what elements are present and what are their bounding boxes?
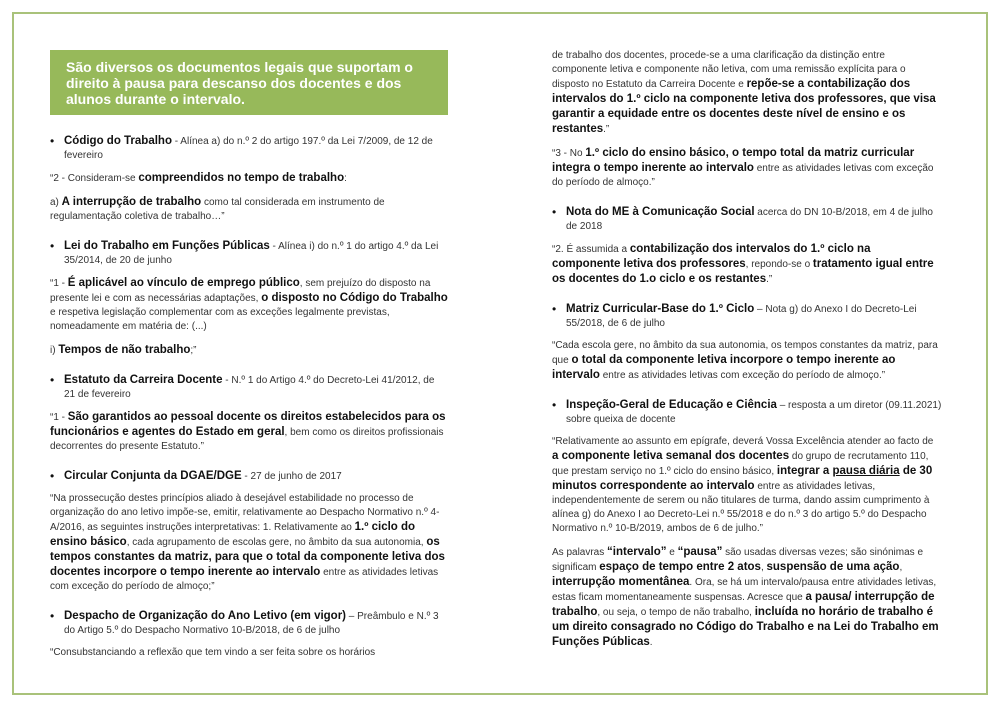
bullet-reference: – resposta a um diretor (09.11.2021) sobre queixa de docente [566,400,942,425]
quote-text: “Na prossecução destes princípios aliado à desejável estabilidade no processo de organização do ano letivo impõe-se, emitir, relativamente ao Despacho Normativo n.º 4-A/2016, as seguintes instruções interpretativas: 1. Relativamente ao [50,493,440,533]
bullet-reference: - N.º 1 do Artigo 4.º do Decreto-Lei 41/2012, de 21 de fevereiro [64,375,435,400]
bullet-title: Estatuto da Carreira Docente [64,374,223,386]
quote-text: “3 - No [552,148,586,159]
quote-text: do grupo de recrutamento 110, que prestam serviço no 1.º ciclo do ensino básico, [552,451,929,477]
quote-emphasis: É aplicável ao vínculo de emprego público [67,277,300,289]
bullet-title: Circular Conjunta da DGAE/DGE [64,470,242,482]
quote-emphasis: tratamento igual entre os docentes do 1.o ciclo e os restantes [552,258,934,285]
quote-emphasis: 1.º ciclo do ensino básico [50,521,416,548]
emphasis: incluída no horário de trabalho é um direito consagrado no Código do Trabalho e na Lei do Trabalho em Funções Públicas [552,606,939,648]
emphasis: a pausa/ interrupção de trabalho [552,591,935,618]
emphasis: “intervalo” [607,546,667,558]
bullet-reference: - Alínea a) do n.º 2 do artigo 197.º da Lei 7/2009, de 12 de fevereiro [64,136,433,161]
bullet-title: Inspeção-Geral de Educação e Ciência [566,399,777,411]
quote-paragraph [50,343,448,358]
quote-emphasis: de 30 minutos correspondente ao intervalo [552,465,933,492]
quote-text: entre as atividades letivas com exceção do período de almoço.” [552,163,934,188]
text: , [899,562,903,573]
bullet-title: Lei do Trabalho em Funções Públicas [64,240,270,252]
quote-emphasis: compreendidos no tempo de trabalho [138,172,345,184]
quote-text: : [344,173,347,184]
quote-paragraph [552,435,942,536]
quote-text: de trabalho dos docentes, procede-se a uma clarificação da distinção entre componente letiva e componente não letiva, com uma remissão explícita para o disposto no Estatuto da Carreira Docente e [552,50,906,90]
quote-text: a) [50,197,62,208]
bullet-lei-trabalho-funcoes-publicas [50,239,448,268]
bullet-estatuto-carreira-docente [50,373,448,402]
quote-paragraph [552,146,942,190]
quote-emphasis: Tempos de não trabalho [58,344,191,356]
quote-paragraph [50,492,448,594]
quote-text: , repondo-se o [745,259,813,270]
text: , ou seja, o tempo de não trabalho, [597,607,755,618]
quote-text: ;” [190,345,197,356]
quote-emphasis: 1.º ciclo do ensino básico, o tempo total da matriz curricular integra o tempo inerente ao intervalo [552,147,915,174]
bullet-title: Matriz Curricular-Base do 1.º Ciclo [566,303,755,315]
quote-paragraph [50,195,448,224]
quote-text: .” [766,274,773,285]
quote-emphasis: o disposto no Código do Trabalho [261,292,448,304]
quote-emphasis: o total da componente letiva incorpore o tempo inerente ao intervalo [552,354,896,381]
quote-paragraph [552,49,942,137]
quote-emphasis: repõe-se a contabilização dos intervalos do 1.º ciclo na componente letiva dos professores, que visa garantir a equidade entre os docentes deste nível de ensino e os restantes [552,78,936,135]
quote-text: “2. É assumida a [552,244,630,255]
quote-paragraph [552,242,942,287]
emphasis: interrupção momentânea [552,576,690,588]
bullet-circular-conjunta [50,469,448,484]
bullet-reference: – Nota g) do Anexo I do Decreto-Lei 55/2018, de 6 de julho [566,304,917,329]
quote-text: , cada agrupamento de escolas gere, no âmbito da sua autonomia, [126,537,427,548]
quote-paragraph [50,276,448,334]
quote-text: , sem prejuízo do disposto na presente lei e com as necessárias adaptações, [50,278,431,304]
quote-text: entre as atividades letivas com exceção do período de almoço;” [50,567,439,592]
quote-emphasis-underlined: pausa diária [832,465,900,477]
quote-text: “Cada escola gere, no âmbito da sua autonomia, os tempos constantes da matriz, para que [552,340,938,366]
quote-emphasis: integrar a [776,465,833,477]
emphasis: suspensão de uma ação [766,561,900,573]
text: As palavras [552,547,608,558]
quote-emphasis: A interrupção de trabalho [61,196,202,208]
quote-text: i) [50,345,59,356]
quote-text: “1 - [50,412,68,423]
left-column [50,50,448,669]
quote-text: entre as atividades letivas com exceção do período de almoço.” [599,370,886,381]
bullet-reference: – Preâmbulo e N.º 3 do Artigo 5.º do Despacho Normativo 10-B/2018, de 6 de julho [64,611,439,636]
quote-emphasis: a componente letiva semanal dos docentes [552,450,790,462]
quote-emphasis: contabilização dos intervalos do 1.º ciclo na componente letiva dos professores [552,243,871,270]
quote-text: , bem como os direitos profissionais decorrentes do presente Estatuto.” [50,427,444,452]
bullet-inspecao-geral [552,398,942,427]
quote-text: entre as atividades letivas, independentemente de serem ou não titulares de turma, dando assim cumprimento à alínea g) do Anexo I ao Decreto-Lei n.º 55/2018 e do n.º 3 do artigo 5.º do Despacho Normativo n.º 10-B/2019, ambos de 6 de julho.” [552,481,930,534]
quote-text: “1 - [50,278,68,289]
bullet-title: Nota do ME à Comunicação Social [566,206,755,218]
quote-text: .” [603,124,610,135]
intro-header-box: São diversos os documentos legais que suportam o direito à pausa para descanso dos docentes e dos alunos durante o intervalo. [50,50,448,115]
text: são usadas diversas vezes; são sinónimas e significam [552,547,924,573]
quote-emphasis: São garantidos ao pessoal docente os direitos estabelecidos para os funcionários e agentes do Estado em geral [50,411,446,438]
bullet-despacho-organizacao [50,609,448,638]
quote-paragraph: “Consubstanciando a reflexão que tem vindo a ser feita sobre os horários [50,647,376,658]
quote-emphasis: os tempos constantes da matriz, para que o total da componente letiva dos docentes incorpore o tempo inerente ao intervalo [50,536,445,578]
bullet-codigo-trabalho [50,134,448,163]
conclusion-paragraph [552,545,942,650]
quote-text: e respetiva legislação complementar com as exceções legalmente previstas, nomeadamente em matéria de: (...) [50,307,390,332]
text: . Ora, se há um intervalo/pausa entre atividades letivas, estas ficam momentaneamente suspensas. Acresce que [552,577,937,603]
bullet-title: Código do Trabalho [64,135,172,147]
text: . [649,637,653,648]
right-column [552,49,942,659]
text: e [666,547,678,558]
bullet-matriz-curricular [552,302,942,331]
text: , [760,562,767,573]
bullet-reference: acerca do DN 10-B/2018, em 4 de julho de 2018 [566,207,933,232]
quote-paragraph [552,339,942,383]
emphasis: “pausa” [677,546,723,558]
bullet-reference: - Alínea i) do n.º 1 do artigo 4.º da Lei 35/2014, de 20 de junho [64,241,439,266]
quote-paragraph [50,171,448,186]
emphasis: espaço de tempo entre 2 atos [599,561,761,573]
bullet-title: Despacho de Organização do Ano Letivo (em vigor) [64,610,347,622]
quote-text: “2 - Consideram-se [50,173,139,184]
quote-text: como tal considerada em instrumento de regulamentação coletiva de trabalho…” [50,197,385,222]
quote-paragraph [50,410,448,454]
bullet-nota-me [552,205,942,234]
bullet-reference: - 27 de junho de 2017 [241,471,342,482]
quote-text: “Relativamente ao assunto em epígrafe, deverá Vossa Excelência atender ao facto de [552,436,934,447]
